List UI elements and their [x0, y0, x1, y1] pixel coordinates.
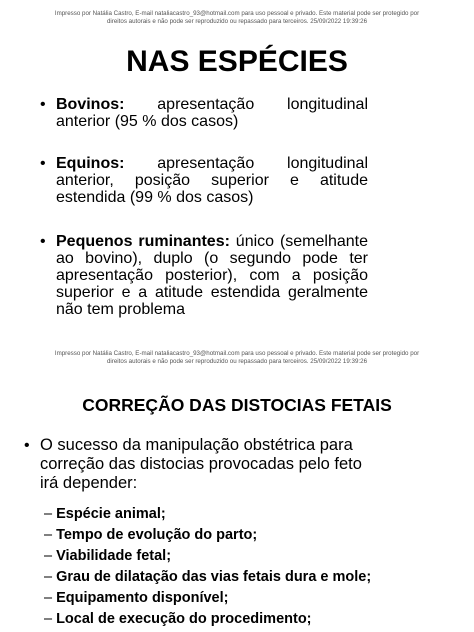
list-item [44, 504, 166, 524]
bullet-label: Equinos: [56, 155, 125, 172]
bullet-dot-icon: • [40, 233, 46, 250]
list-item-text: Equipamento disponível; [56, 590, 229, 606]
bullet-text: único (semelhante ao bovino), duplo (o segundo pode ter apresentação posterior), com a posição superior e a atitude estendida geralmente não tem problema [56, 233, 368, 318]
watermark-line-2: direitos autorais e não pode ser reproduzido ou repassado para terceiros. 25/09/2022 19:39:26 [106, 17, 368, 25]
dash-icon: – [44, 548, 53, 564]
list-item-text: Grau de dilatação das vias fetais dura e mole; [56, 569, 372, 585]
dash-icon: – [44, 611, 53, 627]
dash-icon: – [44, 527, 53, 543]
bullet-label: Pequenos ruminantes: [56, 233, 230, 250]
watermark-line-1: Impresso por Natália Castro, E-mail nataliacastro_93@hotmail.com para uso pessoal e privado. Este material pode ser protegido por [54, 350, 420, 357]
bullet-text: apresentação longitudinal anterior (95 % dos casos) [56, 96, 368, 130]
bullet-text: apresentação longitudinal anterior, posição superior e atitude estendida (99 % dos casos) [56, 155, 368, 206]
dash-icon: – [44, 506, 53, 522]
list-item-text: Viabilidade fetal; [56, 548, 172, 564]
watermark-notice [10, 10, 464, 25]
bullet-dot-icon: • [40, 96, 46, 113]
bullet-dot-icon: • [40, 155, 46, 172]
watermark-line-1: Impresso por Natália Castro, E-mail nataliacastro_93@hotmail.com para uso pessoal e privado. Este material pode ser protegido por [54, 10, 420, 17]
bullet-label: Bovinos: [56, 96, 125, 113]
bullet-pequenos-ruminantes [40, 233, 368, 318]
list-item [44, 525, 257, 545]
list-item-text: Espécie animal; [56, 506, 166, 522]
bullet-dot-icon: • [24, 437, 30, 454]
watermark-notice [10, 350, 464, 365]
list-item [44, 567, 371, 587]
bullet-bovinos [40, 96, 368, 130]
dash-icon: – [44, 590, 53, 606]
slide-title: NAS ESPÉCIES [126, 45, 348, 78]
intro-bullet [24, 436, 370, 493]
list-item [44, 588, 228, 608]
slide-correcao-distocias [0, 344, 474, 632]
dash-icon: – [44, 569, 53, 585]
list-item [44, 609, 312, 629]
slide-title: CORREÇÃO DAS DISTOCIAS FETAIS [82, 395, 392, 415]
list-item-text: Local de execução do procedimento; [56, 611, 312, 627]
bullet-equinos [40, 155, 368, 206]
list-item-text: Tempo de evolução do parto; [56, 527, 258, 543]
intro-text: O sucesso da manipulação obstétrica para correção das distocias provocadas pelo feto irá depender: [40, 436, 362, 492]
list-item [44, 546, 171, 566]
watermark-line-2: direitos autorais e não pode ser reproduzido ou repassado para terceiros. 25/09/2022 19:39:26 [106, 357, 368, 365]
